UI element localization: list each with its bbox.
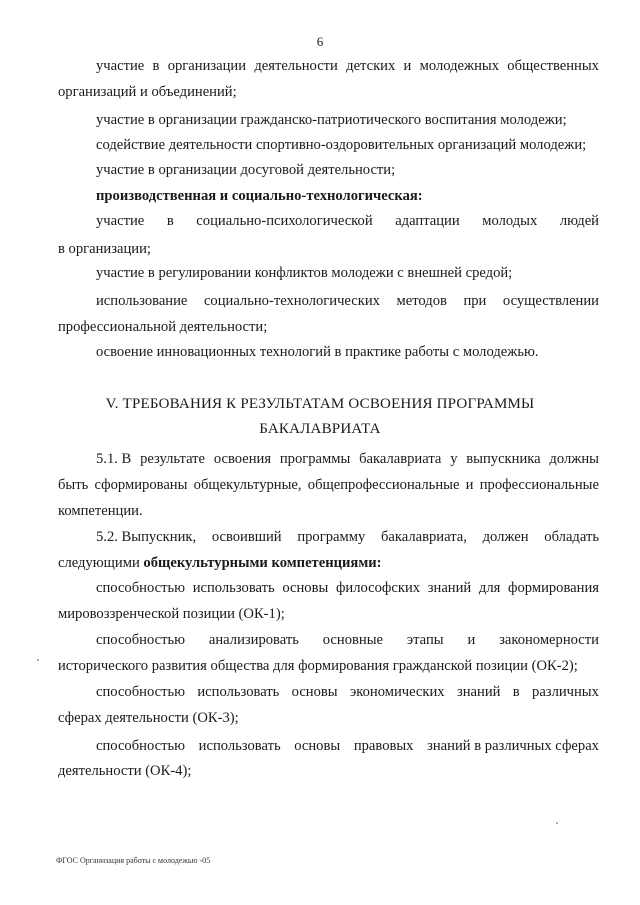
word: использование bbox=[96, 293, 188, 309]
word: программы bbox=[279, 451, 351, 467]
word: профессиональные bbox=[479, 477, 599, 493]
word: способностью bbox=[96, 684, 186, 700]
section-heading: БАКАЛАВРИАТА bbox=[259, 421, 381, 437]
word: и bbox=[403, 58, 412, 74]
paragraph-line: участие в регулировании конфликтов молодежи с внешней средой; bbox=[96, 265, 513, 281]
word: адаптации bbox=[395, 213, 460, 229]
word: бакалавриата bbox=[359, 451, 442, 467]
word: участие bbox=[96, 213, 145, 229]
scan-speck bbox=[556, 822, 558, 824]
word: в bbox=[166, 213, 174, 229]
word: различных bbox=[532, 684, 599, 700]
paragraph-line bbox=[96, 450, 599, 468]
word: основы bbox=[291, 684, 338, 700]
word: молодежных bbox=[419, 58, 500, 74]
paragraph-line: организаций и объединений; bbox=[58, 84, 237, 100]
paragraph-line: освоение инновационных технологий в практике работы с молодежью. bbox=[96, 344, 539, 360]
section-subheading: производственная и социально-технологическая: bbox=[96, 188, 423, 204]
word: основы bbox=[294, 738, 341, 754]
paragraph-line: мировоззренческой позиции (ОК-1); bbox=[58, 606, 285, 622]
word: сформированы bbox=[94, 477, 188, 493]
word: в bbox=[152, 58, 160, 74]
word: осуществлении bbox=[502, 293, 599, 309]
word: быть bbox=[58, 477, 89, 493]
word: этапы bbox=[406, 632, 444, 648]
word: формирования bbox=[508, 580, 599, 596]
word: программу bbox=[297, 529, 366, 545]
word: правовых bbox=[353, 738, 414, 754]
word: общественных bbox=[507, 58, 599, 74]
word: экономических bbox=[349, 684, 445, 700]
word: методов bbox=[396, 293, 447, 309]
word: должен bbox=[482, 529, 529, 545]
paragraph-line: участие в организации досуговой деятельности; bbox=[96, 162, 396, 178]
word: использовать bbox=[192, 580, 275, 596]
word: и bbox=[467, 632, 476, 648]
paragraph-line bbox=[58, 476, 599, 494]
word: людей bbox=[559, 213, 599, 229]
word: должны bbox=[549, 451, 599, 467]
word: освоивший bbox=[211, 529, 282, 545]
section-heading: V. ТРЕБОВАНИЯ К РЕЗУЛЬТАТАМ ОСВОЕНИЯ ПРОГРАММЫ bbox=[105, 396, 535, 412]
text-plain: следующими bbox=[58, 555, 144, 571]
word: социально-технологических bbox=[203, 293, 380, 309]
word: философских bbox=[335, 580, 421, 596]
paragraph-line bbox=[58, 554, 382, 572]
word: в bbox=[512, 684, 520, 700]
page-number: 6 bbox=[316, 34, 324, 49]
word: при bbox=[463, 293, 487, 309]
paragraph-line bbox=[96, 57, 599, 75]
word: анализировать bbox=[208, 632, 299, 648]
paragraph-line bbox=[96, 737, 599, 755]
paragraph-line bbox=[96, 683, 599, 701]
word: для bbox=[478, 580, 501, 596]
word: 5.1. В bbox=[96, 451, 132, 467]
word: способностью bbox=[96, 738, 186, 754]
paragraph-line: в организации; bbox=[58, 241, 151, 257]
paragraph-line bbox=[96, 631, 599, 649]
word: общекультурные, bbox=[193, 477, 302, 493]
word: закономерности bbox=[499, 632, 599, 648]
word: детских bbox=[346, 58, 396, 74]
word: бакалавриата, bbox=[380, 529, 467, 545]
word: деятельности bbox=[254, 58, 338, 74]
word: и bbox=[465, 477, 474, 493]
text-bold: общекультурными компетенциями: bbox=[143, 555, 382, 571]
word: социально-психологической bbox=[196, 213, 373, 229]
word: молодых bbox=[482, 213, 538, 229]
paragraph-line: участие в организации гражданско-патриотического воспитания молодежи; bbox=[96, 112, 567, 128]
paragraph-line bbox=[96, 292, 599, 310]
paragraph-line: содействие деятельности спортивно-оздоровительных организаций молодежи; bbox=[96, 137, 587, 153]
word: обладать bbox=[544, 529, 599, 545]
word: результате bbox=[140, 451, 206, 467]
word: использовать bbox=[198, 738, 281, 754]
word: использовать bbox=[197, 684, 280, 700]
paragraph-line bbox=[96, 212, 599, 230]
word: основные bbox=[322, 632, 383, 648]
paragraph-line bbox=[96, 579, 599, 597]
word: участие bbox=[96, 58, 145, 74]
scan-speck bbox=[37, 659, 39, 661]
word: общепрофессиональные bbox=[307, 477, 460, 493]
word: 5.2. Выпускник, bbox=[96, 529, 197, 545]
paragraph-line: деятельности (ОК-4); bbox=[58, 763, 192, 779]
word: у bbox=[450, 451, 458, 467]
word: организации bbox=[167, 58, 247, 74]
word: способностью bbox=[96, 632, 186, 648]
page-footer: ФГОС Организация работы с молодежью -05 bbox=[56, 856, 211, 865]
word: знаний в различных сферах bbox=[427, 738, 599, 754]
paragraph-line bbox=[96, 528, 599, 546]
word: основы bbox=[282, 580, 329, 596]
paragraph-line: компетенции. bbox=[58, 503, 143, 519]
word: выпускника bbox=[466, 451, 541, 467]
paragraph-line: профессиональной деятельности; bbox=[58, 319, 268, 335]
paragraph-line: сферах деятельности (ОК-3); bbox=[58, 710, 239, 726]
word: освоения bbox=[213, 451, 272, 467]
word: знаний bbox=[456, 684, 501, 700]
word: способностью bbox=[96, 580, 186, 596]
paragraph-line: исторического развития общества для формирования гражданской позиции (ОК-2); bbox=[58, 658, 578, 674]
word: знаний bbox=[427, 580, 472, 596]
